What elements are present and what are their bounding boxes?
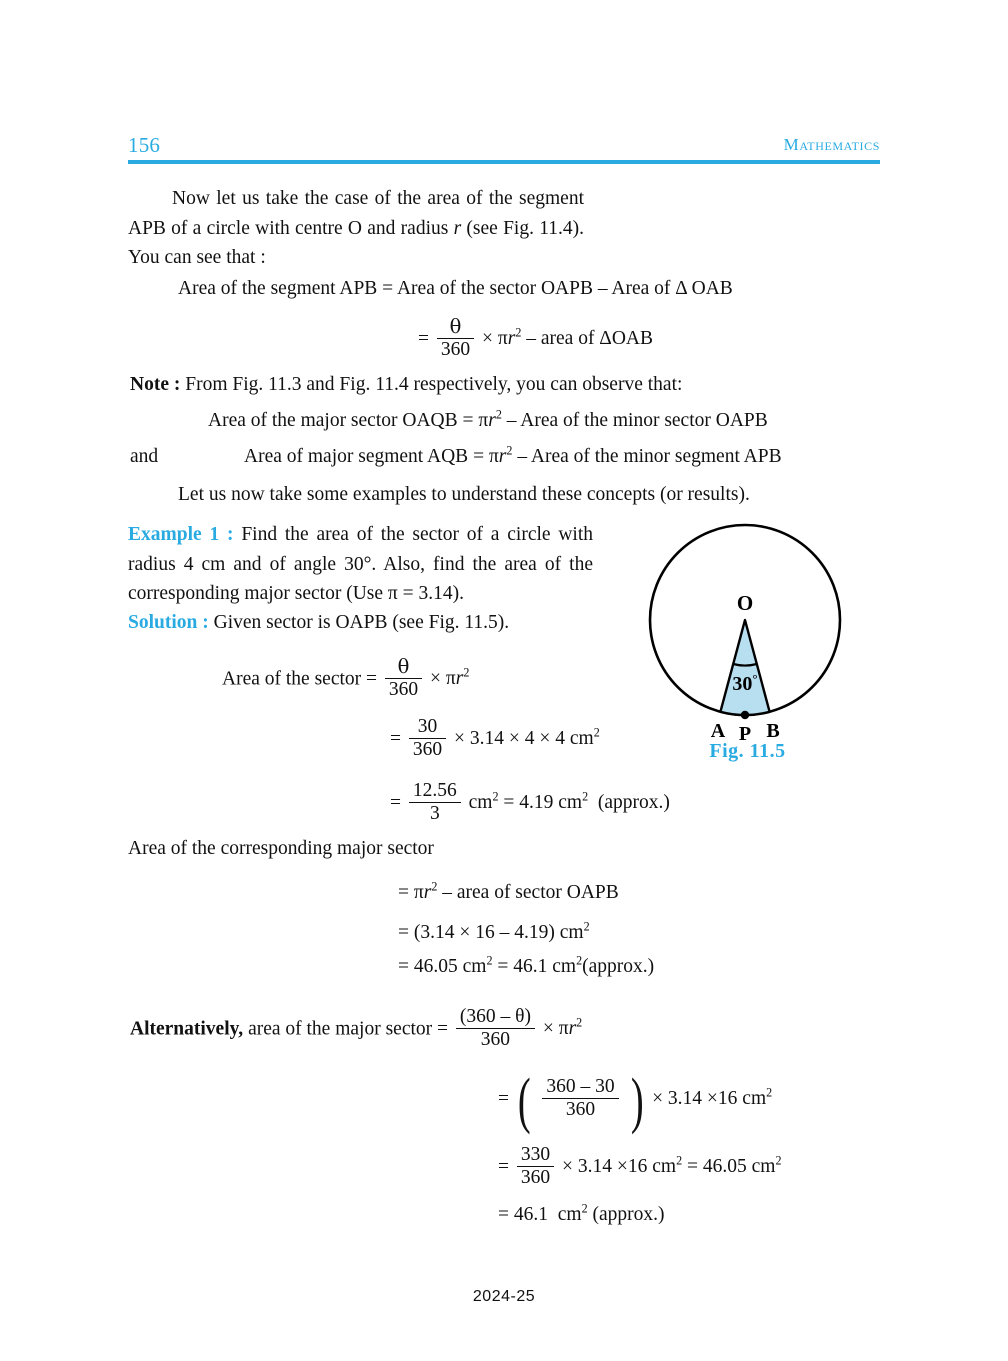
alternatively-step-2: = ( $\frac{360 - 30}{360}$ ) × 3.14 ×16 $cm^2$ (498, 1066, 773, 1135)
example-1-block (128, 520, 593, 609)
note-line (130, 370, 682, 399)
major-sector-step-3: = 46.05 $cm^2 = 46.1$ $cm^2(approx.)$ (398, 953, 655, 977)
theta-360-fraction-2: $\frac{\theta}{360}$ (385, 657, 422, 701)
alternatively-line: Alternatively, area of the major sector = $\frac{(360 - \theta)}{360}$ × $\pi r^2$ (130, 1006, 583, 1051)
note-text: From Fig. 11.3 and Fig. 11.4 respectively, you can observe that: (185, 374, 683, 395)
intro-paragraph-text: Now let us take the case of the area of the segment APB of a circle with centre O and radius r (see Fig. 11.4). You can see that : (128, 188, 584, 268)
sector-oapb (720, 620, 769, 715)
360-minus-theta-fraction: $\frac{(360 - \theta)}{360}$ (456, 1007, 535, 1051)
major-segment-relation: Area of major segment AQB = $\pi r^2$ – Area of the minor segment APB (244, 443, 782, 467)
360-minus-30-fraction: $\frac{360 - 30}{360}$ (542, 1077, 618, 1121)
twelve-fifty-six-fraction: $\frac{12.56}{3}$ (409, 781, 461, 825)
segment-area-equation: Area of the segment APB = Area of the sector OAPB – Area of Δ OAB (178, 278, 733, 299)
header-divider (128, 160, 880, 164)
example-statement: Find the area of the sector of a circle with radius 4 cm and of angle 30°. Also, find the area of the corresponding major sector (Use π = 3.14). (128, 524, 594, 604)
alternatively-label: Alternatively, (130, 1018, 244, 1040)
note-label: Note : (130, 374, 181, 395)
solution-text: Given sector is OAPB (see Fig. 11.5). (213, 612, 510, 633)
sector-area-step-2: = $\frac{30}{360}$ × 3.14 × 4 × 4 $cm^2$ (390, 716, 600, 761)
solution-block (128, 608, 509, 637)
sector-area-step-3: = $\frac{12.56}{3}$ $cm^2 = 4.19$ $cm^2$ (approx.) (390, 780, 670, 825)
330-360-fraction: $\frac{330}{360}$ (517, 1145, 554, 1189)
point-p-dot (741, 711, 749, 719)
example-label: Example 1 : (128, 524, 234, 545)
sector-area-label: Area of the sector = (222, 668, 378, 690)
theta-over-360-fraction: $\frac{\theta}{360}$ (437, 317, 474, 361)
major-sector-relation: Area of the major sector OAQB = $\pi r^2$ – Area of the minor sector OAPB (208, 407, 768, 431)
label-p: P (738, 723, 752, 745)
alternatively-step-3: = $\frac{330}{360}$ × 3.14 ×16 $cm^2 = 46.05$ $cm^2$ (498, 1144, 782, 1189)
major-sector-step-2: = (3.14 × 16 – 4.19) $cm^2$ (398, 919, 590, 943)
page-number: 156 (128, 133, 161, 157)
intro-paragraph (128, 184, 584, 273)
sector-area-line: Area of the sector = $\frac{\theta}{360}$ × $\pi r^2$ (222, 655, 470, 701)
figure-svg (645, 518, 855, 748)
and-word: and (130, 446, 159, 467)
label-a: A (710, 720, 726, 742)
major-sector-heading: Area of the corresponding major sector (128, 838, 434, 859)
examples-lead-in: Let us now take some examples to understand these concepts (or results). (178, 484, 750, 505)
book-title: Mathematics (783, 135, 880, 154)
alternatively-step-4: = 46.1 $cm^2$ (approx.) (498, 1201, 665, 1225)
thirty-360-fraction: $\frac{30}{360}$ (409, 717, 446, 761)
solution-label: Solution : (128, 612, 209, 633)
label-angle: 30° (732, 671, 758, 695)
segment-area-fraction-line: = $\frac{\theta}{360}$ × $\pi r^2$ – area of ΔOAB (418, 315, 654, 361)
label-o: O (736, 591, 754, 615)
page-footer: 2024-25 (472, 1288, 536, 1305)
major-sector-step-1: = $\pi r^2$ – area of sector OAPB (398, 879, 619, 903)
alternatively-lead: area of the major sector = (248, 1018, 449, 1040)
label-b: B (766, 720, 780, 742)
figure-caption: Fig. 11.5 (709, 740, 786, 762)
